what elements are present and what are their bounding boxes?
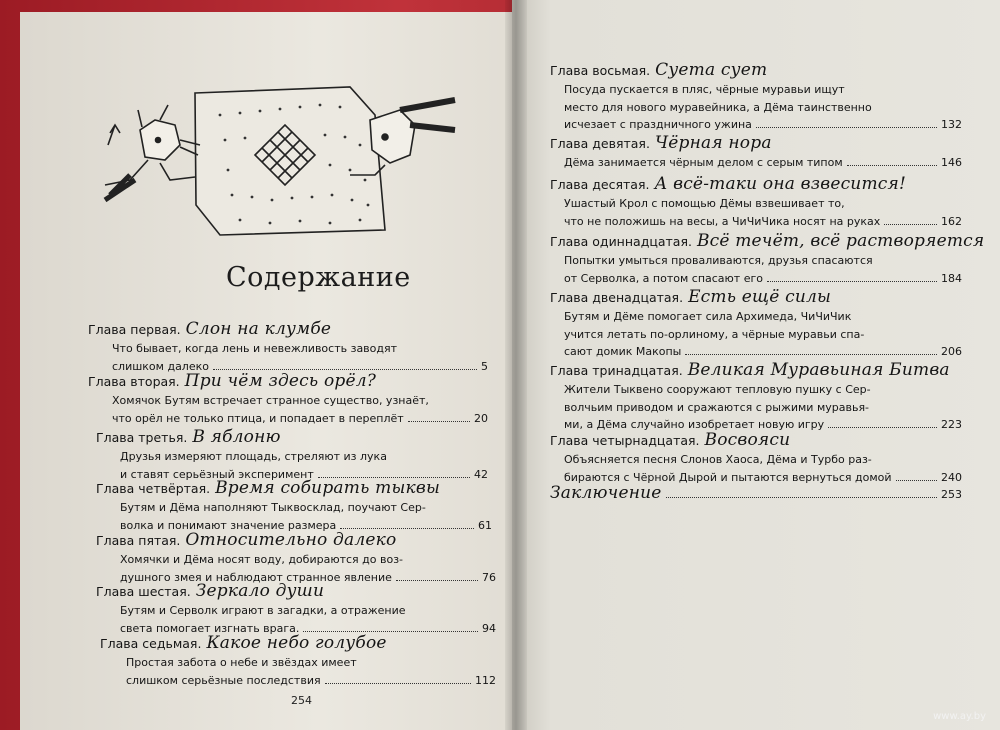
watermark: www.ay.by (933, 711, 986, 722)
toc-entry-heading (550, 431, 962, 450)
chapter-title: Всё течёт, всё растворяется (696, 231, 985, 251)
page-ref: 184 (941, 271, 962, 285)
chapter-title: Восвояси (704, 430, 791, 450)
summary-text: Ушастый Крол с помощью Дёмы взвешивает то, (564, 197, 845, 210)
chapter-summary-line (550, 452, 962, 468)
page-ref: 206 (941, 345, 962, 358)
toc-entry (550, 361, 962, 433)
chapter-summary-line (100, 673, 496, 689)
chapter-number: Глава седьмая. (100, 636, 202, 651)
page-ref: 76 (482, 570, 496, 584)
summary-text: от Серволка, а потом спасают его (564, 271, 763, 285)
chapter-number: Глава четвёртая. (96, 481, 211, 496)
leader-dots (340, 527, 474, 529)
summary-text: что не положишь на весы, а ЧиЧиЧика носят на руках (564, 214, 881, 228)
chapter-number: Глава третья. (96, 430, 188, 445)
chapter-number: Глава вторая. (88, 374, 180, 389)
chapter-summary-line (550, 214, 962, 230)
toc-entry (100, 634, 496, 688)
summary-text: Что бывает, когда лень и невежливость заводят (112, 342, 398, 355)
chapter-number: Глава шестая. (96, 584, 191, 599)
chapter-title: Время собирать тыквы (215, 478, 440, 498)
leader-dots (325, 682, 471, 684)
toc-entry (88, 372, 488, 426)
chapter-title: Зеркало души (195, 581, 325, 601)
page-ref: 112 (475, 673, 496, 687)
toc-entry (550, 134, 962, 171)
page-ref: 132 (941, 118, 962, 131)
toc-entry-heading (88, 320, 488, 339)
chapter-title: Суета сует (655, 60, 768, 80)
toc-entry-heading (550, 175, 962, 194)
chapter-summary-line (550, 100, 962, 116)
page-ref: 42 (474, 467, 488, 481)
chapter-title: При чём здесь орёл? (184, 371, 377, 391)
chapter-title: Относительно далеко (185, 530, 397, 550)
toc-entry (550, 61, 962, 133)
summary-text: Бутям и Дёма наполняют Тыквосклад, поучают Сер- (120, 501, 426, 514)
leader-dots (666, 496, 937, 498)
page-ref: 94 (482, 621, 496, 635)
toc-entry-heading (88, 372, 488, 391)
chapter-number: Глава пятая. (96, 533, 181, 548)
leader-dots (767, 280, 937, 282)
toc-entry-heading (550, 288, 962, 307)
chapter-summary-line (88, 393, 488, 409)
leader-dots (828, 426, 937, 428)
summary-text: душного змея и наблюдают странное явление (120, 570, 392, 584)
chapter-summary-line (550, 196, 962, 212)
chapter-summary-line (96, 603, 496, 619)
chapter-summary-line (550, 400, 962, 416)
chapter-title: В яблоню (192, 427, 281, 447)
leader-dots (396, 579, 478, 581)
chapter-title: Есть ещё силы (688, 287, 832, 307)
chapter-title: Какое небо голубое (206, 633, 387, 653)
page-ref: 240 (941, 470, 962, 484)
chapter-summary-line (550, 327, 962, 343)
chapter-number: Глава восьмая. (550, 63, 651, 78)
pillow-fight-illustration (100, 85, 460, 245)
leader-dots (303, 630, 478, 632)
chapter-summary-line (550, 382, 962, 398)
chapter-summary-line (550, 155, 962, 171)
page-ref: 223 (941, 418, 962, 431)
summary-text: слишком далеко (112, 359, 209, 373)
chapter-summary-line (88, 411, 488, 427)
chapter-number: Глава тринадцатая. (550, 363, 683, 378)
summary-text: Бутям и Серволк играют в загадки, а отражение (120, 604, 406, 617)
summary-text: Простая забота о небе и звёздах имеет (126, 656, 357, 669)
toc-entry-heading (96, 531, 496, 550)
chapter-number: Глава девятая. (550, 136, 650, 151)
summary-text: Дёма занимается чёрным делом с серым типом (564, 156, 843, 169)
toc-entry (550, 175, 962, 229)
chapter-title: Великая Муравьиная Битва (687, 360, 950, 380)
summary-text: учится летать по-орлиному, а чёрные муравьи спа- (564, 327, 865, 341)
chapter-summary-line (96, 449, 488, 465)
summary-text: и ставят серьёзный эксперимент (120, 467, 314, 481)
toc-entry (550, 484, 962, 504)
page-ref: 253 (941, 488, 962, 501)
toc-entry (88, 320, 488, 374)
leader-dots (685, 353, 937, 355)
toc-entry (96, 582, 496, 636)
toc-entry-heading (550, 61, 962, 80)
leader-dots (408, 420, 470, 422)
summary-text: Посуда пускается в пляс, чёрные муравьи ищут (564, 83, 845, 96)
book-gutter (505, 0, 527, 730)
leader-dots (896, 479, 937, 481)
leader-dots (213, 368, 477, 370)
summary-text: Жители Тыквено сооружают тепловую пушку с Сер- (564, 383, 871, 396)
summary-text: Попытки умыться проваливаются, друзья спасаются (564, 254, 873, 267)
summary-text: волчьим приводом и сражаются с рыжими муравья- (564, 400, 870, 414)
summary-text: исчезает с праздничного ужина (564, 118, 752, 131)
chapter-summary-line (550, 82, 962, 98)
toc-entry-heading (96, 479, 492, 498)
toc-entry (96, 479, 492, 533)
chapter-number: Глава двенадцатая. (550, 290, 684, 305)
page-ref: 146 (941, 156, 962, 169)
summary-text: Хомячки и Дёма носят воду, добираются до воз- (120, 553, 404, 566)
toc-entry (550, 288, 962, 360)
toc-entry-heading (96, 428, 488, 447)
chapter-summary-line (550, 344, 962, 360)
page-ref: 5 (481, 359, 488, 373)
chapter-summary-line (96, 500, 492, 516)
page-ref: 20 (474, 411, 488, 425)
chapter-summary-line (100, 655, 496, 671)
summary-text: Хомячок Бутям встречает странное существо, узнаёт, (112, 394, 429, 407)
summary-text: ми, а Дёма случайно изобретает новую игру (564, 418, 825, 431)
toc-entry (550, 431, 962, 485)
page-ref: 61 (478, 518, 492, 532)
summary-text: слишком серьёзные последствия (126, 673, 321, 687)
chapter-title: А всё-таки она взвесится! (654, 174, 906, 194)
summary-text: место для нового муравейника, а Дёма таинственно (564, 100, 872, 114)
chapter-summary-line (550, 309, 962, 325)
chapter-title: Слон на клумбе (185, 319, 332, 339)
chapter-number: Глава четырнадцатая. (550, 433, 700, 448)
toc-entry (96, 531, 496, 585)
summary-text: света помогает изгнать врага. (120, 621, 300, 635)
chapter-title: Чёрная нора (654, 133, 772, 153)
toc-entry (96, 428, 488, 482)
page-number: 254 (291, 694, 312, 707)
leader-dots (884, 223, 937, 225)
chapter-summary-line (550, 117, 962, 133)
toc-entry-heading (550, 231, 985, 251)
toc-entry-heading (550, 134, 962, 153)
toc-entry (550, 231, 985, 286)
leader-dots (847, 164, 937, 166)
chapter-number: Глава десятая. (550, 177, 650, 192)
chapter-title: Заключение (550, 483, 662, 503)
leader-dots (756, 126, 937, 128)
summary-text: бираются с Чёрной Дырой и пытаются вернуться домой (564, 470, 892, 484)
toc-entry-heading (96, 582, 496, 601)
chapter-summary-line (88, 341, 488, 357)
toc-entry-heading (550, 484, 962, 504)
summary-text: волка и понимают значение размера (120, 518, 337, 532)
summary-text: Бутям и Дёме помогает сила Архимеда, ЧиЧиЧик (564, 310, 852, 323)
chapter-summary-line (550, 253, 962, 269)
summary-text: Объясняется песня Слонов Хаоса, Дёма и Турбо раз- (564, 453, 872, 466)
chapter-number: Глава одиннадцатая. (550, 234, 692, 249)
summary-text: сают домик Макопы (564, 345, 682, 358)
toc-entry-heading (550, 361, 962, 380)
toc-entry-heading (100, 634, 496, 653)
summary-text: что орёл не только птица, и попадает в переплёт (112, 411, 404, 425)
chapter-number: Глава первая. (88, 322, 181, 337)
chapter-summary-line (550, 271, 962, 287)
contents-title: Содержание (226, 262, 411, 293)
summary-text: Друзья измеряют площадь, стреляют из лука (120, 450, 387, 463)
page-ref: 162 (941, 214, 962, 228)
chapter-summary-line (96, 552, 496, 568)
